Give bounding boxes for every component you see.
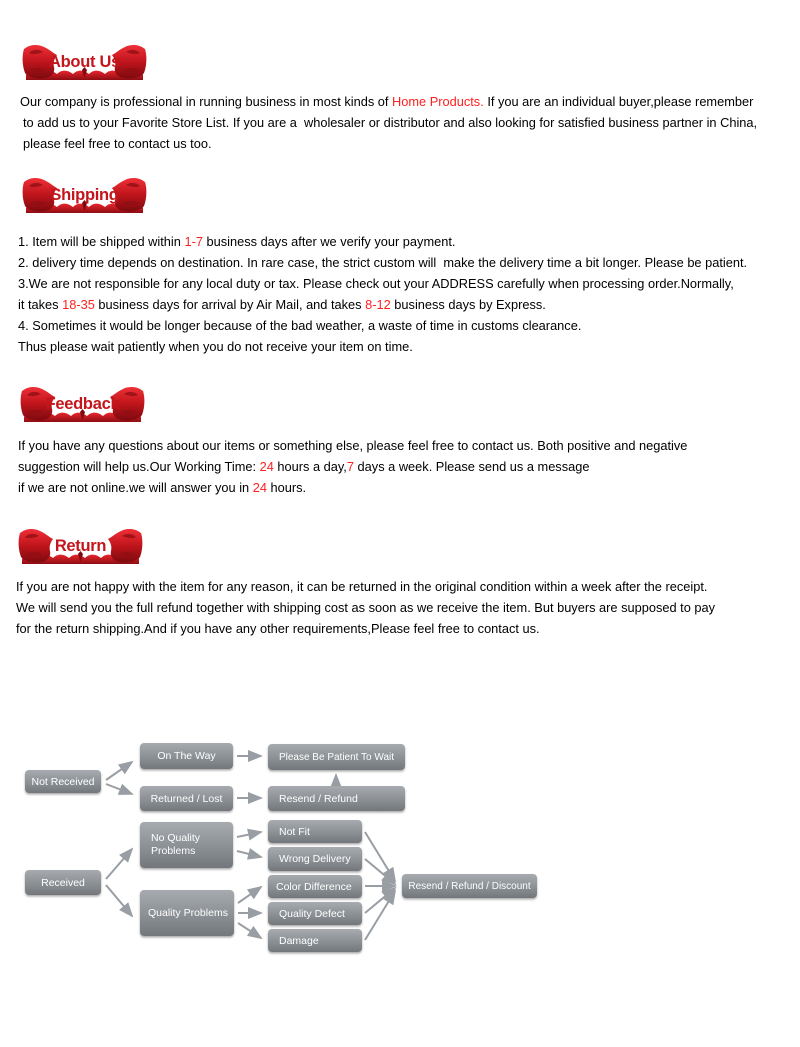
text-line <box>16 597 794 618</box>
text-run: 4. Sometimes it would be longer because of the bad weather, a waste of time in customs clearance. <box>18 318 582 333</box>
highlight-run: 8-12 <box>365 297 391 312</box>
text-line <box>18 435 793 456</box>
text-line <box>18 252 796 273</box>
flow-node-damage: Damage <box>268 929 362 952</box>
text-run: days a week. Please send us a message <box>354 459 590 474</box>
text-line <box>20 133 795 154</box>
text-run: suggestion will help us.Our Working Time: <box>18 459 260 474</box>
feedback-paragraph <box>18 435 793 498</box>
text-run: business days for arrival by Air Mail, and takes <box>94 297 366 312</box>
text-run: 2. delivery time depends on destination. In rare case, the strict custom will make the delivery time a bit longer. Please be patient. <box>18 255 748 270</box>
text-run: If you have any questions about our items or something else, please feel free to contact us. Both positive and negative <box>18 438 688 453</box>
flow-node-on-the-way: On The Way <box>140 743 233 769</box>
flow-node-quality-problems: Quality Problems <box>140 890 234 936</box>
feedback-ribbon-banner <box>20 386 145 423</box>
text-line <box>16 618 794 639</box>
flow-node-no-quality-problems: No Quality Problems <box>140 822 233 868</box>
highlight-run: 18-35 <box>62 297 95 312</box>
text-line <box>18 456 793 477</box>
flow-node-color-difference: Color Difference <box>268 875 362 898</box>
aftersale-flowchart <box>20 735 565 963</box>
text-run: 1. Item will be shipped within <box>18 234 185 249</box>
text-run: 3.We are not responsible for any local duty or tax. Please check out your ADDRESS carefully when processing order.Normally, <box>18 276 734 291</box>
flow-node-quality-defect: Quality Defect <box>268 902 362 925</box>
highlight-run: 7 <box>346 459 354 474</box>
text-run: hours. <box>266 480 307 495</box>
flow-node-returned-lost: Returned / Lost <box>140 786 233 811</box>
shipping-paragraph <box>18 231 796 357</box>
flow-node-received: Received <box>25 870 101 895</box>
text-line <box>20 112 795 133</box>
text-line <box>16 576 794 597</box>
flow-node-not-received: Not Received <box>25 770 101 793</box>
text-run: If you are not happy with the item for any reason, it can be returned in the original condition within a week after the receipt. <box>16 579 708 594</box>
about-us-banner-title: About Us <box>49 53 120 71</box>
text-run: hours a day, <box>273 459 347 474</box>
highlight-run: Home Products. <box>392 94 484 109</box>
text-line <box>18 315 796 336</box>
text-run: business days by Express. <box>390 297 546 312</box>
text-line <box>20 91 795 112</box>
about-us-ribbon-banner <box>22 44 147 81</box>
highlight-run: 24 <box>259 459 274 474</box>
text-run: Our company is professional in running business in most kinds of <box>20 94 393 109</box>
flow-node-resend-refund: Resend / Refund <box>268 786 405 811</box>
flow-node-please-be-patient: Please Be Patient To Wait <box>268 744 405 770</box>
return-paragraph <box>16 576 794 639</box>
return-banner-title: Return <box>54 537 107 555</box>
flow-node-wrong-delivery: Wrong Delivery <box>268 847 362 871</box>
shipping-banner-title: Shipping <box>50 186 119 204</box>
text-line <box>18 273 796 294</box>
text-line <box>18 294 796 315</box>
shipping-ribbon-banner <box>22 177 147 214</box>
text-run: please feel free to contact us too. <box>23 136 212 151</box>
text-run: Thus please wait patiently when you do not receive your item on time. <box>18 339 413 354</box>
text-run: it takes <box>18 297 63 312</box>
text-run: if we are not online.we will answer you in <box>18 480 253 495</box>
about-us-paragraph <box>20 91 795 154</box>
text-line <box>18 336 796 357</box>
text-line <box>18 231 796 252</box>
text-run: business days after we verify your payment. <box>202 234 456 249</box>
text-run: to add us to your Favorite Store List. If you are a wholesaler or distributor and also looking for satisfied business partner in China, <box>23 115 758 130</box>
highlight-run: 24 <box>252 480 267 495</box>
flow-node-not-fit: Not Fit <box>268 820 362 843</box>
feedback-banner-title: Feedback <box>45 395 120 413</box>
highlight-run: 1-7 <box>184 234 203 249</box>
flow-node-resend-refund-discount: Resend / Refund / Discount <box>402 874 537 898</box>
text-run: We will send you the full refund together with shipping cost as soon as we receive the item. But buyers are supposed to pay <box>16 600 716 615</box>
text-line <box>18 477 793 498</box>
return-ribbon-banner <box>18 528 143 565</box>
text-run: If you are an individual buyer,please remember <box>483 94 754 109</box>
text-run: for the return shipping.And if you have any other requirements,Please feel free to contact us. <box>16 621 540 636</box>
